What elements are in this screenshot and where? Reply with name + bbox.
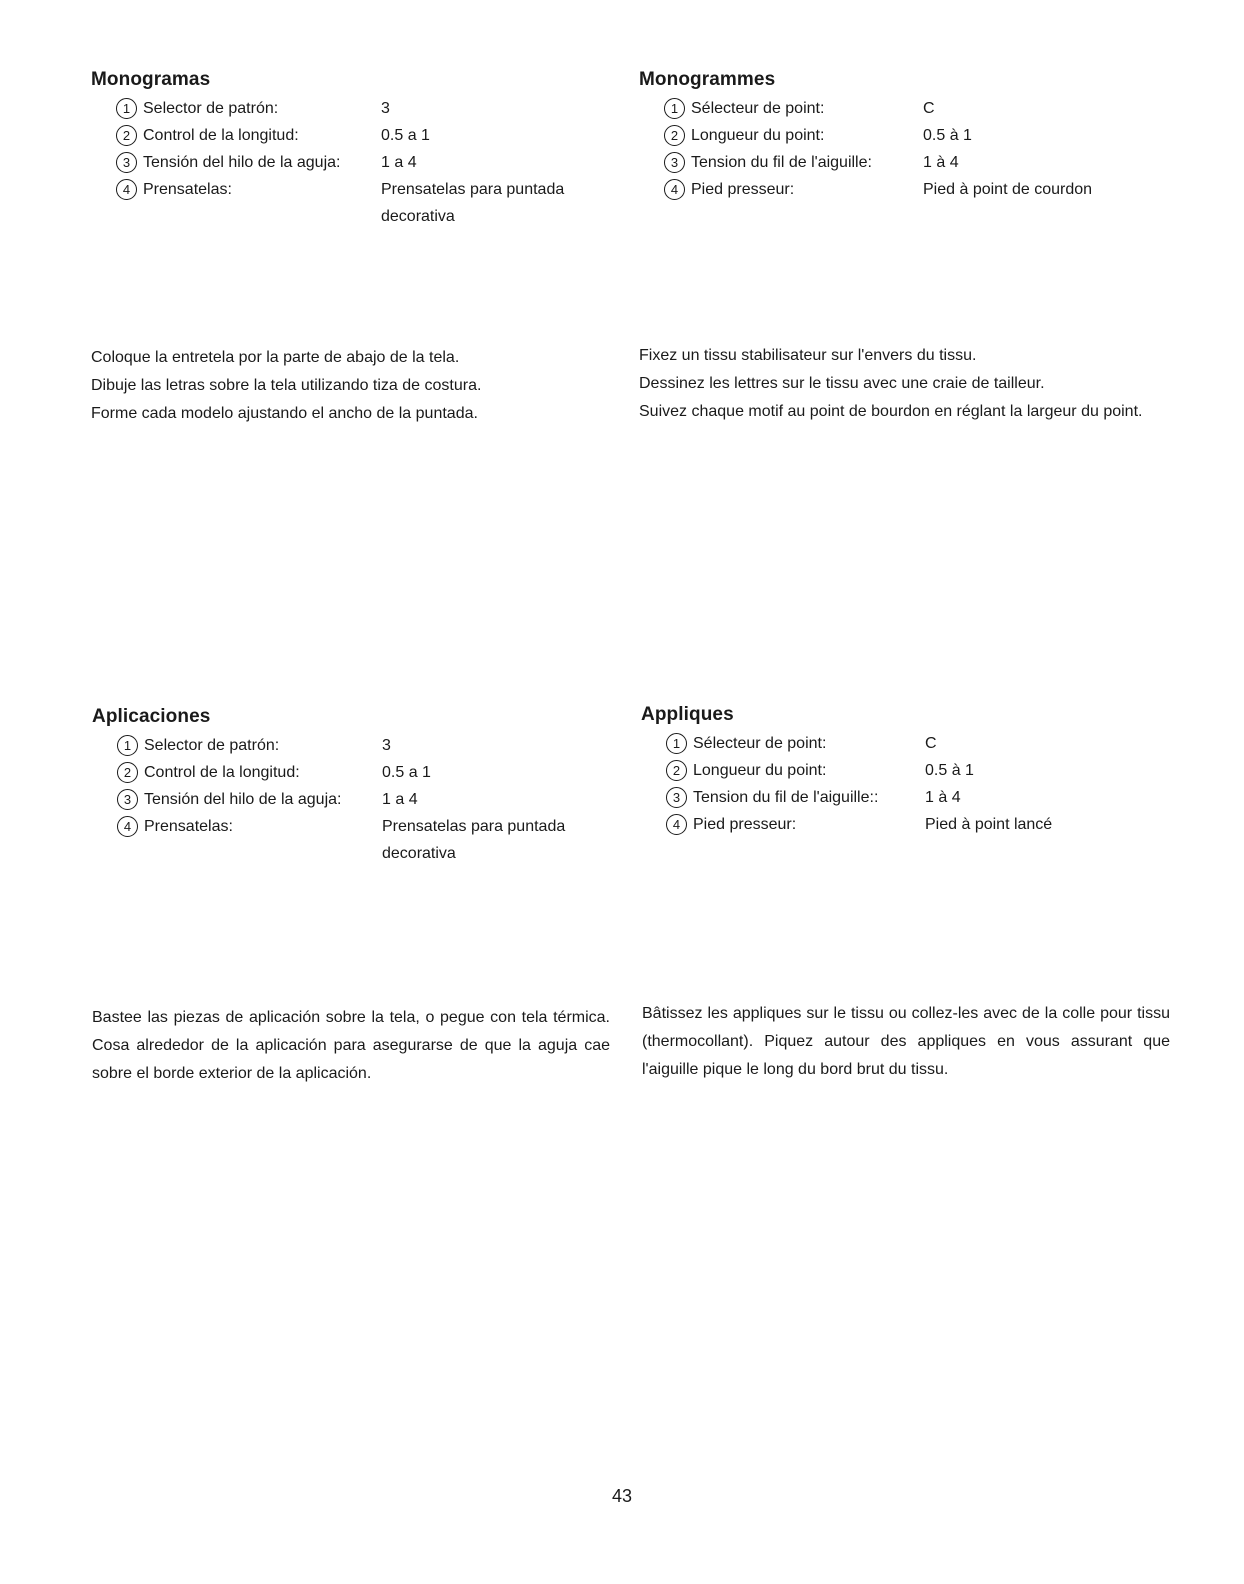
monogramas-title: Monogramas [91, 69, 211, 90]
setting-row [639, 122, 1179, 149]
setting-number: 4 [666, 814, 687, 835]
setting-label: Selector de patrón: [143, 100, 279, 117]
setting-label: Longueur du point: [691, 127, 825, 144]
setting-number: 1 [116, 98, 137, 119]
setting-row [641, 757, 1181, 784]
instruction-line: Fixez un tissu stabilisateur sur l'envers du tissu. [639, 347, 977, 364]
setting-row [641, 784, 1181, 811]
appliques-section [641, 703, 1181, 838]
setting-number: 4 [116, 179, 137, 200]
instruction-line: Forme cada modelo ajustando el ancho de la puntada. [91, 405, 478, 422]
setting-row [92, 786, 612, 813]
setting-number: 2 [117, 762, 138, 783]
aplicaciones-title: Aplicaciones [92, 706, 211, 727]
aplicaciones-instructions: Bastee las piezas de aplicación sobre la tela, o pegue con tela térmica. Cosa alrededor de la aplicación para asegurarse de que la aguja cae sobre el borde exterior de la aplicación. [92, 1009, 610, 1082]
aplicaciones-settings [92, 732, 612, 867]
setting-value: 1 à 4 [925, 789, 961, 806]
setting-label: Prensatelas: [144, 818, 233, 835]
instruction-line: Dessinez les lettres sur le tissu avec une craie de tailleur. [639, 375, 1045, 392]
setting-row [641, 730, 1181, 757]
setting-value: Prensatelas para puntada decorativa [381, 181, 565, 225]
setting-label: Tension du fil de l'aiguille: [691, 154, 872, 171]
setting-number: 4 [664, 179, 685, 200]
page-number: 43 [611, 1486, 633, 1506]
appliques-instructions: Bâtissez les appliques sur le tissu ou collez-les avec de la colle pour tissu (thermocollant). Piquez autour des appliques en vous assurant que l'aiguille pique le long du bord brut du tissu. [642, 1005, 1170, 1078]
setting-value: Pied à point de courdon [923, 181, 1093, 198]
setting-label: Tensión del hilo de la aguja: [144, 791, 342, 808]
setting-row [92, 732, 612, 759]
aplicaciones-section [92, 705, 612, 867]
setting-number: 2 [664, 125, 685, 146]
setting-number: 3 [116, 152, 137, 173]
setting-value: Pied à point lancé [925, 816, 1053, 833]
setting-row [91, 95, 611, 122]
setting-number: 2 [116, 125, 137, 146]
setting-value: C [923, 100, 935, 117]
setting-value: 0.5 à 1 [925, 762, 974, 779]
instruction-line: Dibuje las letras sobre la tela utilizando tiza de costura. [91, 377, 482, 394]
monogramas-instructions [91, 344, 611, 428]
setting-value: 3 [381, 100, 390, 117]
setting-number: 1 [664, 98, 685, 119]
setting-value: 0.5 a 1 [381, 127, 430, 144]
appliques-settings [641, 730, 1181, 838]
setting-number: 2 [666, 760, 687, 781]
setting-label: Pied presseur: [693, 816, 797, 833]
setting-number: 1 [117, 735, 138, 756]
setting-row [639, 176, 1179, 203]
monogramas-section [91, 68, 611, 230]
setting-number: 3 [664, 152, 685, 173]
setting-number: 3 [666, 787, 687, 808]
setting-label: Control de la longitud: [144, 764, 300, 781]
setting-number: 1 [666, 733, 687, 754]
setting-value: 3 [382, 737, 391, 754]
setting-label: Sélecteur de point: [691, 100, 825, 117]
monogrammes-instructions [639, 342, 1169, 426]
setting-value: 0.5 à 1 [923, 127, 972, 144]
setting-row [92, 813, 612, 867]
setting-row [91, 149, 611, 176]
setting-row [91, 176, 611, 230]
setting-label: Tension du fil de l'aiguille:: [693, 789, 879, 806]
setting-value: 0.5 a 1 [382, 764, 431, 781]
instruction-line: Suivez chaque motif au point de bourdon en réglant la largeur du point. [639, 403, 1143, 420]
setting-label: Control de la longitud: [143, 127, 299, 144]
setting-label: Pied presseur: [691, 181, 795, 198]
setting-number: 4 [117, 816, 138, 837]
setting-row [639, 95, 1179, 122]
monogrammes-title: Monogrammes [639, 69, 776, 90]
setting-label: Selector de patrón: [144, 737, 280, 754]
setting-number: 3 [117, 789, 138, 810]
setting-row [639, 149, 1179, 176]
setting-label: Tensión del hilo de la aguja: [143, 154, 341, 171]
setting-label: Sélecteur de point: [693, 735, 827, 752]
setting-value: 1 a 4 [382, 791, 418, 808]
setting-label: Longueur du point: [693, 762, 827, 779]
setting-value: 1 à 4 [923, 154, 959, 171]
setting-label: Prensatelas: [143, 181, 232, 198]
monogrammes-section [639, 68, 1179, 203]
appliques-title: Appliques [641, 704, 734, 725]
setting-row [92, 759, 612, 786]
setting-value: C [925, 735, 937, 752]
setting-row [641, 811, 1181, 838]
instruction-line: Coloque la entretela por la parte de abajo de la tela. [91, 349, 460, 366]
monogrammes-settings [639, 95, 1179, 203]
setting-row [91, 122, 611, 149]
setting-value: Prensatelas para puntada decorativa [382, 818, 566, 862]
monogramas-settings [91, 95, 611, 230]
setting-value: 1 a 4 [381, 154, 417, 171]
